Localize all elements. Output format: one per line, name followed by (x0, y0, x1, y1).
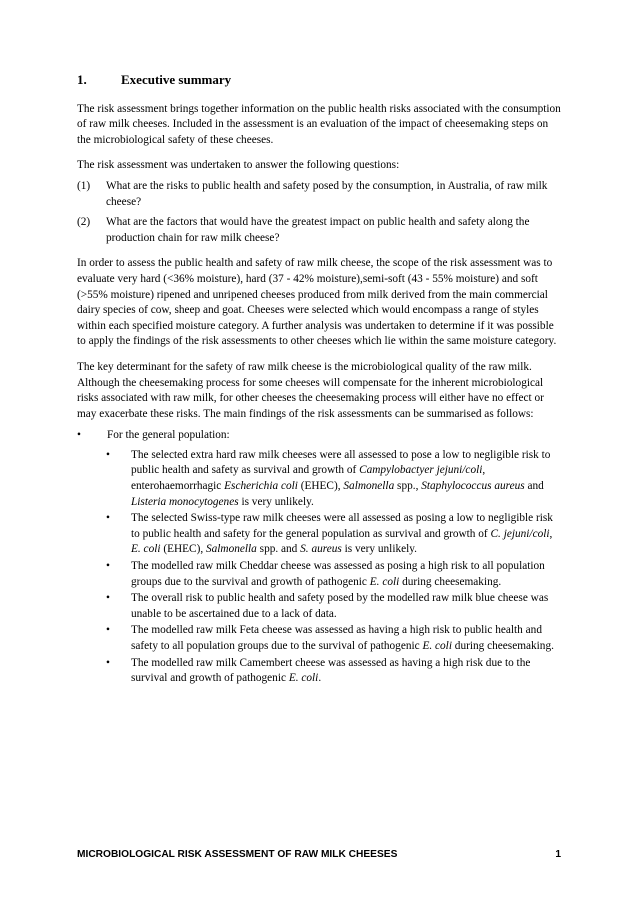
section-number: 1. (77, 72, 87, 87)
sub-bullet-item (106, 511, 561, 558)
sub-bullet-text: The modelled raw milk Camembert cheese was assessed as having a high risk due to the survival and growth of pathogenic E. coli. (131, 656, 531, 685)
sub-bullet-item (106, 656, 561, 687)
sub-bullet-text: The selected Swiss-type raw milk cheeses were all assessed as posing a low to negligible risk to public health and safety for the general population as survival and growth of C. jejuni/coli, E. coli (EHEC), Salmonella spp. and S. aureus is very unlikely. (131, 512, 553, 556)
main-bullet (77, 428, 561, 444)
findings-paragraph: The key determinant for the safety of raw milk cheese is the microbiological quality of the raw milk. Although the cheesemaking process for some cheeses will compensate for the inherent microbiological risks associated with raw milk, for other cheeses the cheesemaking process will either have no effect or may exacerbate these risks. The main findings of the risk assessments can be summarised as follows: (77, 360, 544, 420)
sub-bullet-text: The overall risk to public health and safety posed by the modelled raw milk blue cheese was unable to be ascertained due to a lack of data. (131, 592, 549, 620)
scope-paragraph: In order to assess the public health and safety of raw milk cheese, the scope of the risk assessment was to evaluate very hard (<36% moisture), hard (37 - 42% moisture),semi-soft (43 - 55% moisture) and soft (>55% moisture) ripened and unripened cheeses produced from milk derived from the main commercial dairy species of cow, sheep and goat. Cheeses were selected which would encompass a range of styles within each specified moisture category. A further analysis was undertaken to determine if it was possible to apply the findings of the risk assessments to other cheeses which lie within the same moisture category. (77, 257, 557, 348)
section-title: Executive summary (121, 72, 232, 87)
bullet-marker: • (106, 656, 110, 669)
bullet-marker: • (106, 560, 110, 573)
sub-bullet-text: The selected extra hard raw milk cheeses were all assessed to pose a low to negligible risk to public health and safety as survival and growth of Campylobactyer jejuni/coli, enterohaemorrhagic Escherichia coli (EHEC), Salmonella spp., Staphylococcus aureus and Listeria monocytogenes is very unlikely. (131, 448, 551, 508)
sub-bullet-item (106, 559, 561, 590)
page-number: 1 (555, 849, 561, 860)
bullet-marker: • (106, 448, 110, 461)
section-heading (77, 72, 561, 88)
sub-bullet-text: The modelled raw milk Feta cheese was assessed as having a high risk to public health and safety to all population groups due to the survival of pathogenic E. coli during cheesemaking. (131, 624, 554, 652)
question-number: (2) (77, 216, 91, 229)
page-footer (77, 849, 561, 860)
question-number: (1) (77, 179, 91, 192)
intro-paragraph: The risk assessment brings together information on the public health risks associated with the consumption of raw milk cheeses. Included in the assessment is an evaluation of the impact of cheesemaking steps on the microbiological safety of these cheeses. (77, 102, 561, 146)
footer-title: MICROBIOLOGICAL RISK ASSESSMENT OF RAW MILK CHEESES (77, 849, 398, 860)
bullet-marker: • (106, 624, 110, 637)
sub-bullet-item (106, 591, 561, 622)
question-item (77, 179, 561, 210)
question-text: What are the factors that would have the greatest impact on public health and safety along the production chain for raw milk cheese? (106, 216, 530, 244)
bullet-marker: • (77, 429, 81, 442)
document-page (77, 72, 561, 688)
question-item (77, 215, 561, 246)
sub-bullet-item (106, 448, 561, 510)
sub-bullet-list (106, 448, 561, 687)
main-bullet-text: For the general population: (107, 429, 230, 442)
sub-bullet-text: The modelled raw milk Cheddar cheese was assessed as posing a high risk to all population groups due to the survival and growth of pathogenic E. coli during cheesemaking. (131, 560, 545, 588)
questions-intro: The risk assessment was undertaken to answer the following questions: (77, 159, 400, 172)
bullet-marker: • (106, 592, 110, 605)
sub-bullet-item (106, 623, 561, 654)
question-text: What are the risks to public health and safety posed by the consumption, in Australia, of raw milk cheese? (106, 179, 548, 208)
bullet-marker: • (106, 512, 110, 525)
